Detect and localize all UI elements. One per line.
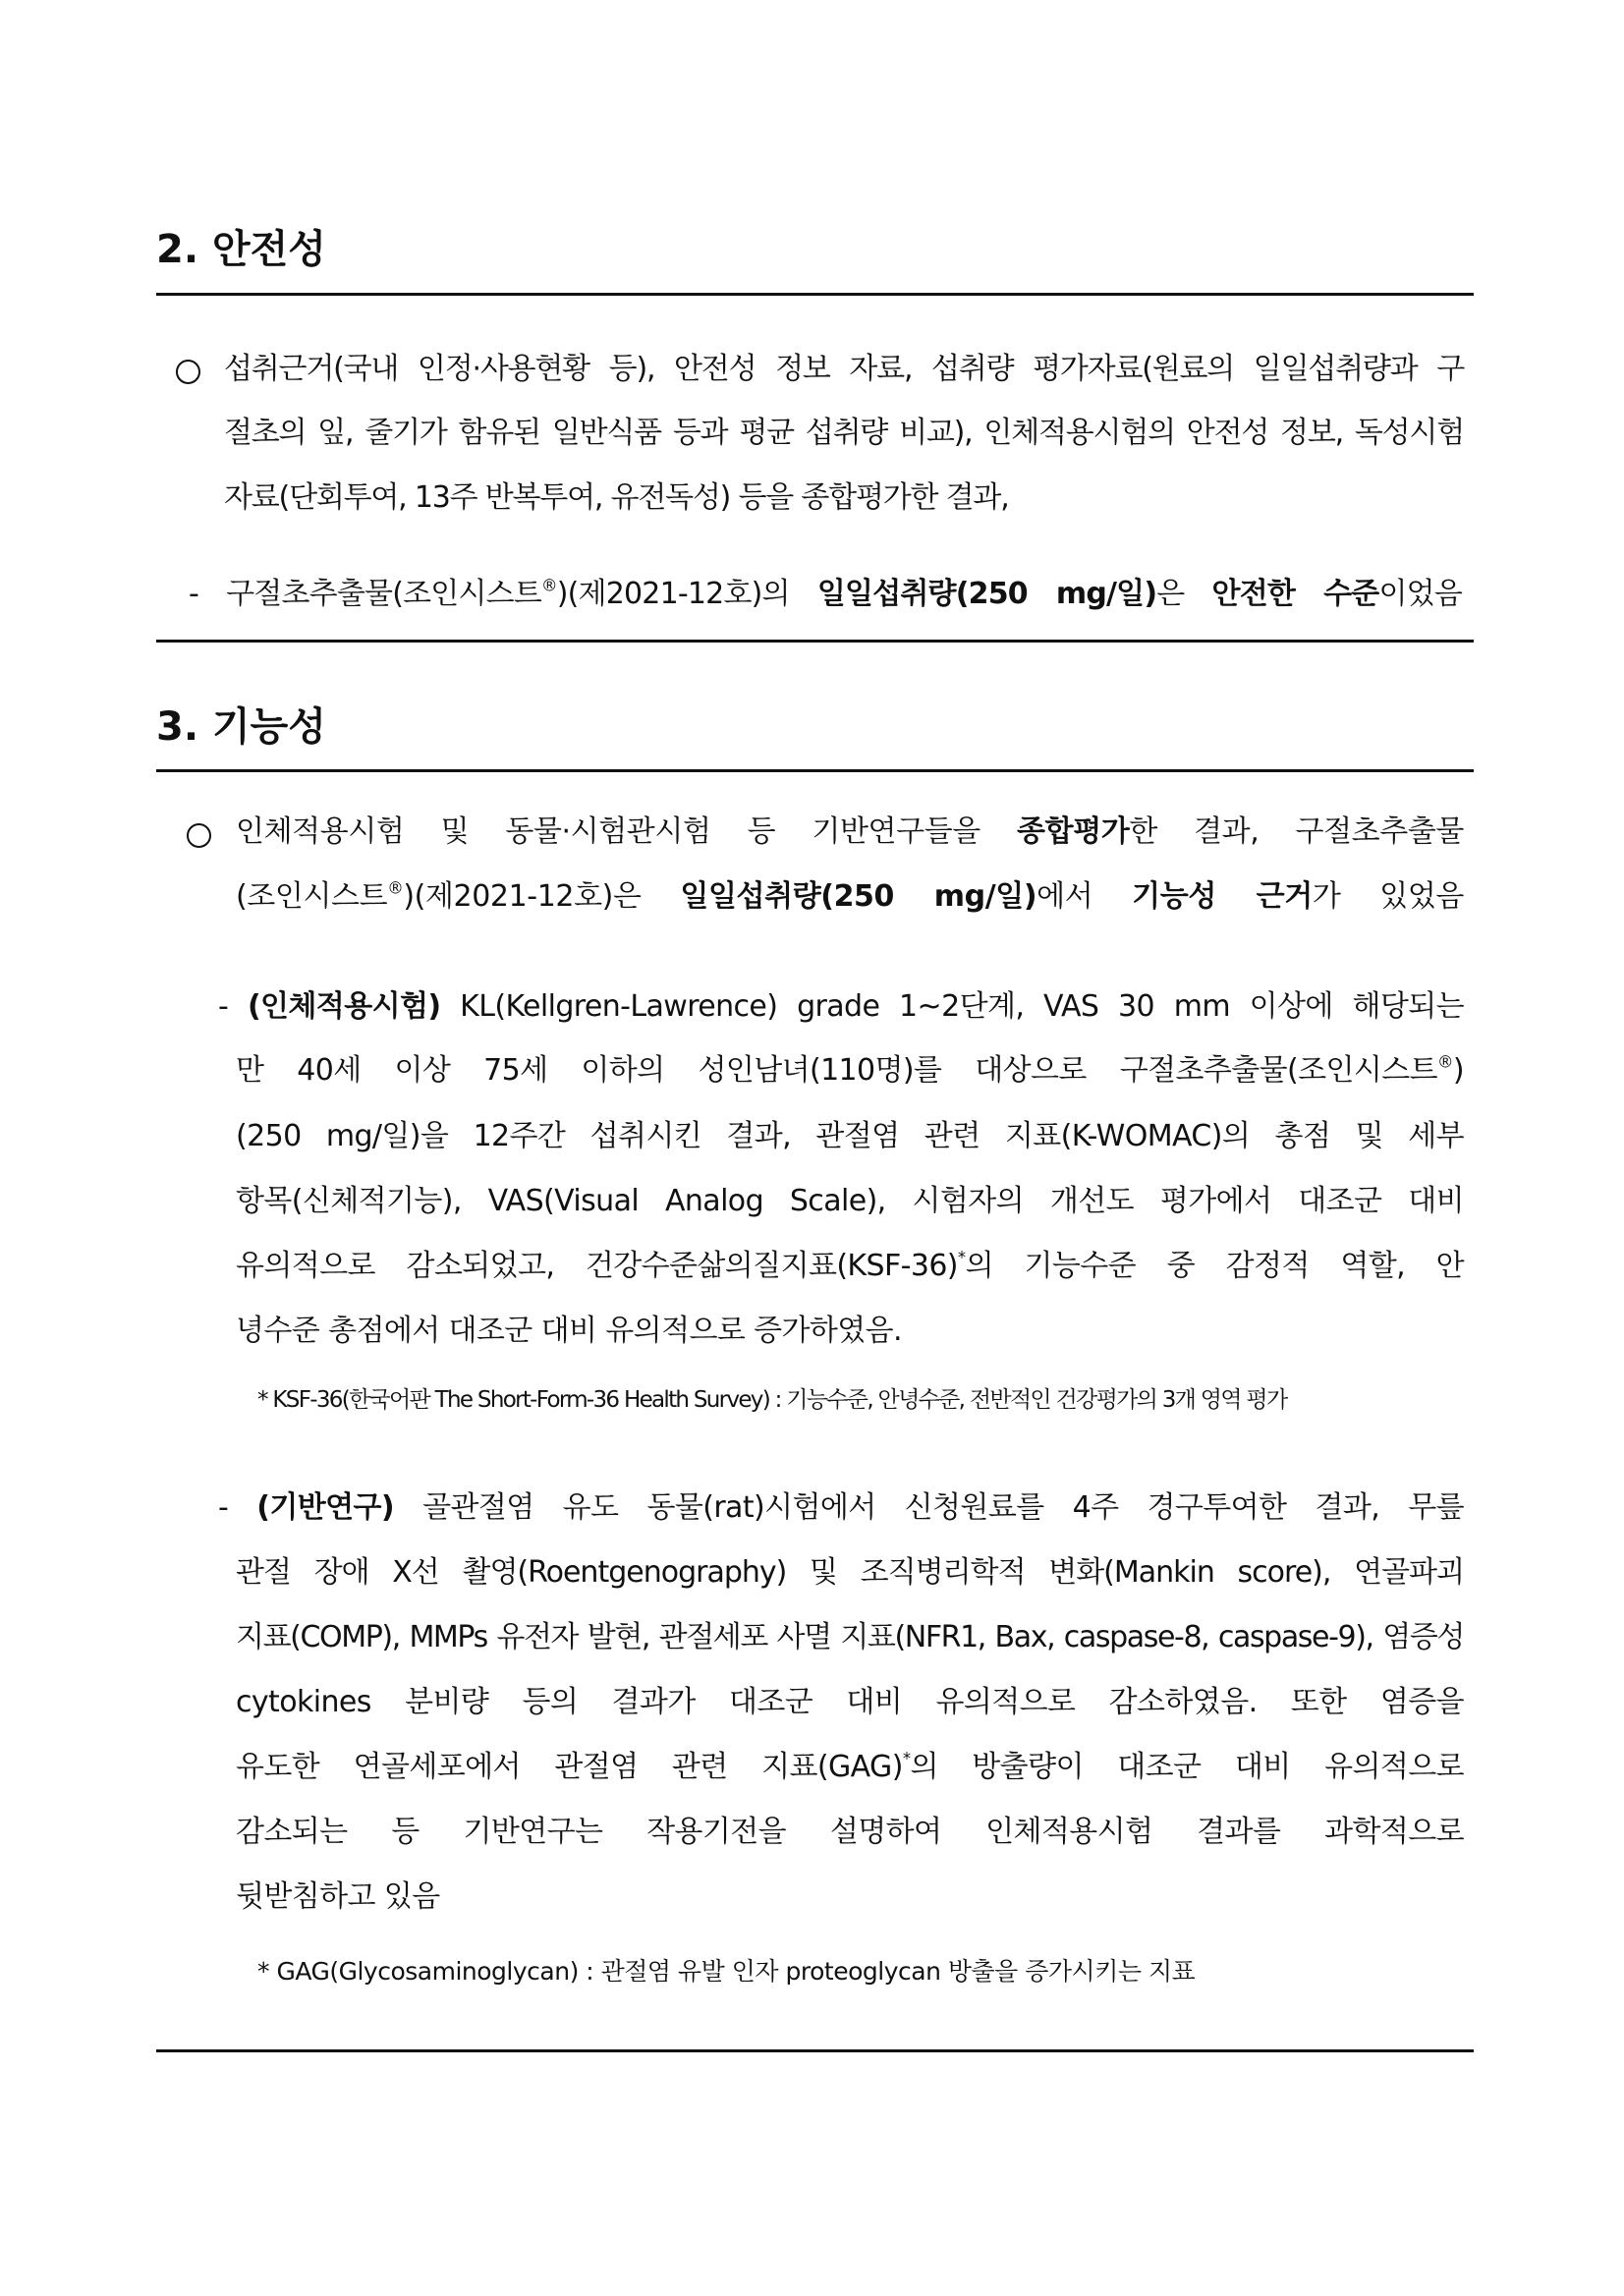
safety-paragraph-line-1: 섭취근거(국내 인정·사용현황 등), 안전성 정보 자료, 섭취량 평가자료(원료의 일일섭취량과 구 [224,352,1464,386]
basic-research-line-4: cytokines 분비량 등의 결과가 대조군 대비 유의적으로 감소하였음. 또한 염증을 [236,1685,1464,1719]
human-study-line-1: - (인체적용시험) KL(Kellgren-Lawrence) grade 1~2단계, VAS 30 mm 이상에 해당되는 [218,989,1465,1024]
section-3-top-rule [156,769,1474,772]
safety-paragraph-line-3: 자료(단회투여, 13주 반복투여, 유전독성) 등을 종합평가한 결과, [224,480,1009,515]
basic-research-line-1: - (기반연구) 골관절염 유도 동물(rat)시험에서 신청원료를 4주 경구투여한 결과, 무릎 [218,1490,1464,1525]
safety-paragraph-line-2: 절초의 잎, 줄기가 함유된 일반식품 등과 평균 섭취량 비교), 인체적용시험의 안전성 정보, 독성시험 [224,416,1464,450]
bullet-circle-icon [176,360,200,384]
human-study-line-5: 유의적으로 감소되었고, 건강수준삶의질지표(KSF-36)*의 기능수준 중 감정적 역할, 안 [236,1248,1464,1283]
safety-conclusion: - 구절초추출물(조인시스트®)(제2021-12호)의 일일섭취량(250 mg/일)은 안전한 수준이었음 [189,576,1463,611]
ksf-36-footnote: * KSF-36(한국어판 The Short-Form-36 Health Survey) : 기능수준, 안녕수준, 전반적인 건강평가의 3개 영역 평가 [257,1387,1287,1413]
section-2-top-rule [156,293,1474,296]
basic-research-line-5: 유도한 연골세포에서 관절염 관련 지표(GAG)*의 방출량이 대조군 대비 유의적으로 [236,1749,1464,1784]
human-study-line-3: (250 mg/일)을 12주간 섭취시킨 결과, 관절염 관련 지표(K-WOMAC)의 총점 및 세부 [236,1119,1464,1153]
basic-research-line-6: 감소되는 등 기반연구는 작용기전을 설명하여 인체적용시험 결과를 과학적으로 [236,1815,1464,1849]
basic-research-line-3: 지표(COMP), MMPs 유전자 발현, 관절세포 사멸 지표(NFR1, Bax, caspase-8, caspase-9), 염증성 [236,1620,1464,1654]
function-summary-line-1: 인체적용시험 및 동물·시험관시험 등 기반연구들을 종합평가한 결과, 구절초추출물 [236,814,1464,849]
human-study-line-2: 만 40세 이상 75세 이하의 성인남녀(110명)를 대상으로 구절초추출물(조인시스트®) [236,1052,1464,1088]
section-3-title: 3. 기능성 [156,704,326,750]
basic-research-line-7: 뒷받침하고 있음 [236,1879,440,1914]
gag-footnote: * GAG(Glycosaminoglycan) : 관절염 유발 인자 proteoglycan 방출을 증가시키는 지표 [257,1957,1196,1986]
function-summary-line-2: (조인시스트®)(제2021-12호)은 일일섭취량(250 mg/일)에서 기능성 근거가 있었음 [236,878,1464,914]
human-study-line-4: 항목(신체적기능), VAS(Visual Analog Scale), 시험자의 개선도 평가에서 대조군 대비 [236,1184,1464,1218]
bullet-circle-icon [187,823,211,848]
basic-research-line-2: 관절 장애 X선 촬영(Roentgenography) 및 조직병리학적 변화(Mankin score), 연골파괴 [236,1555,1464,1590]
human-study-line-6: 녕수준 총점에서 대조군 대비 유의적으로 증가하였음. [236,1314,902,1348]
section-2-title: 2. 안전성 [156,227,326,272]
section-3-bottom-rule [156,2049,1474,2052]
section-2-bottom-rule [156,640,1474,643]
